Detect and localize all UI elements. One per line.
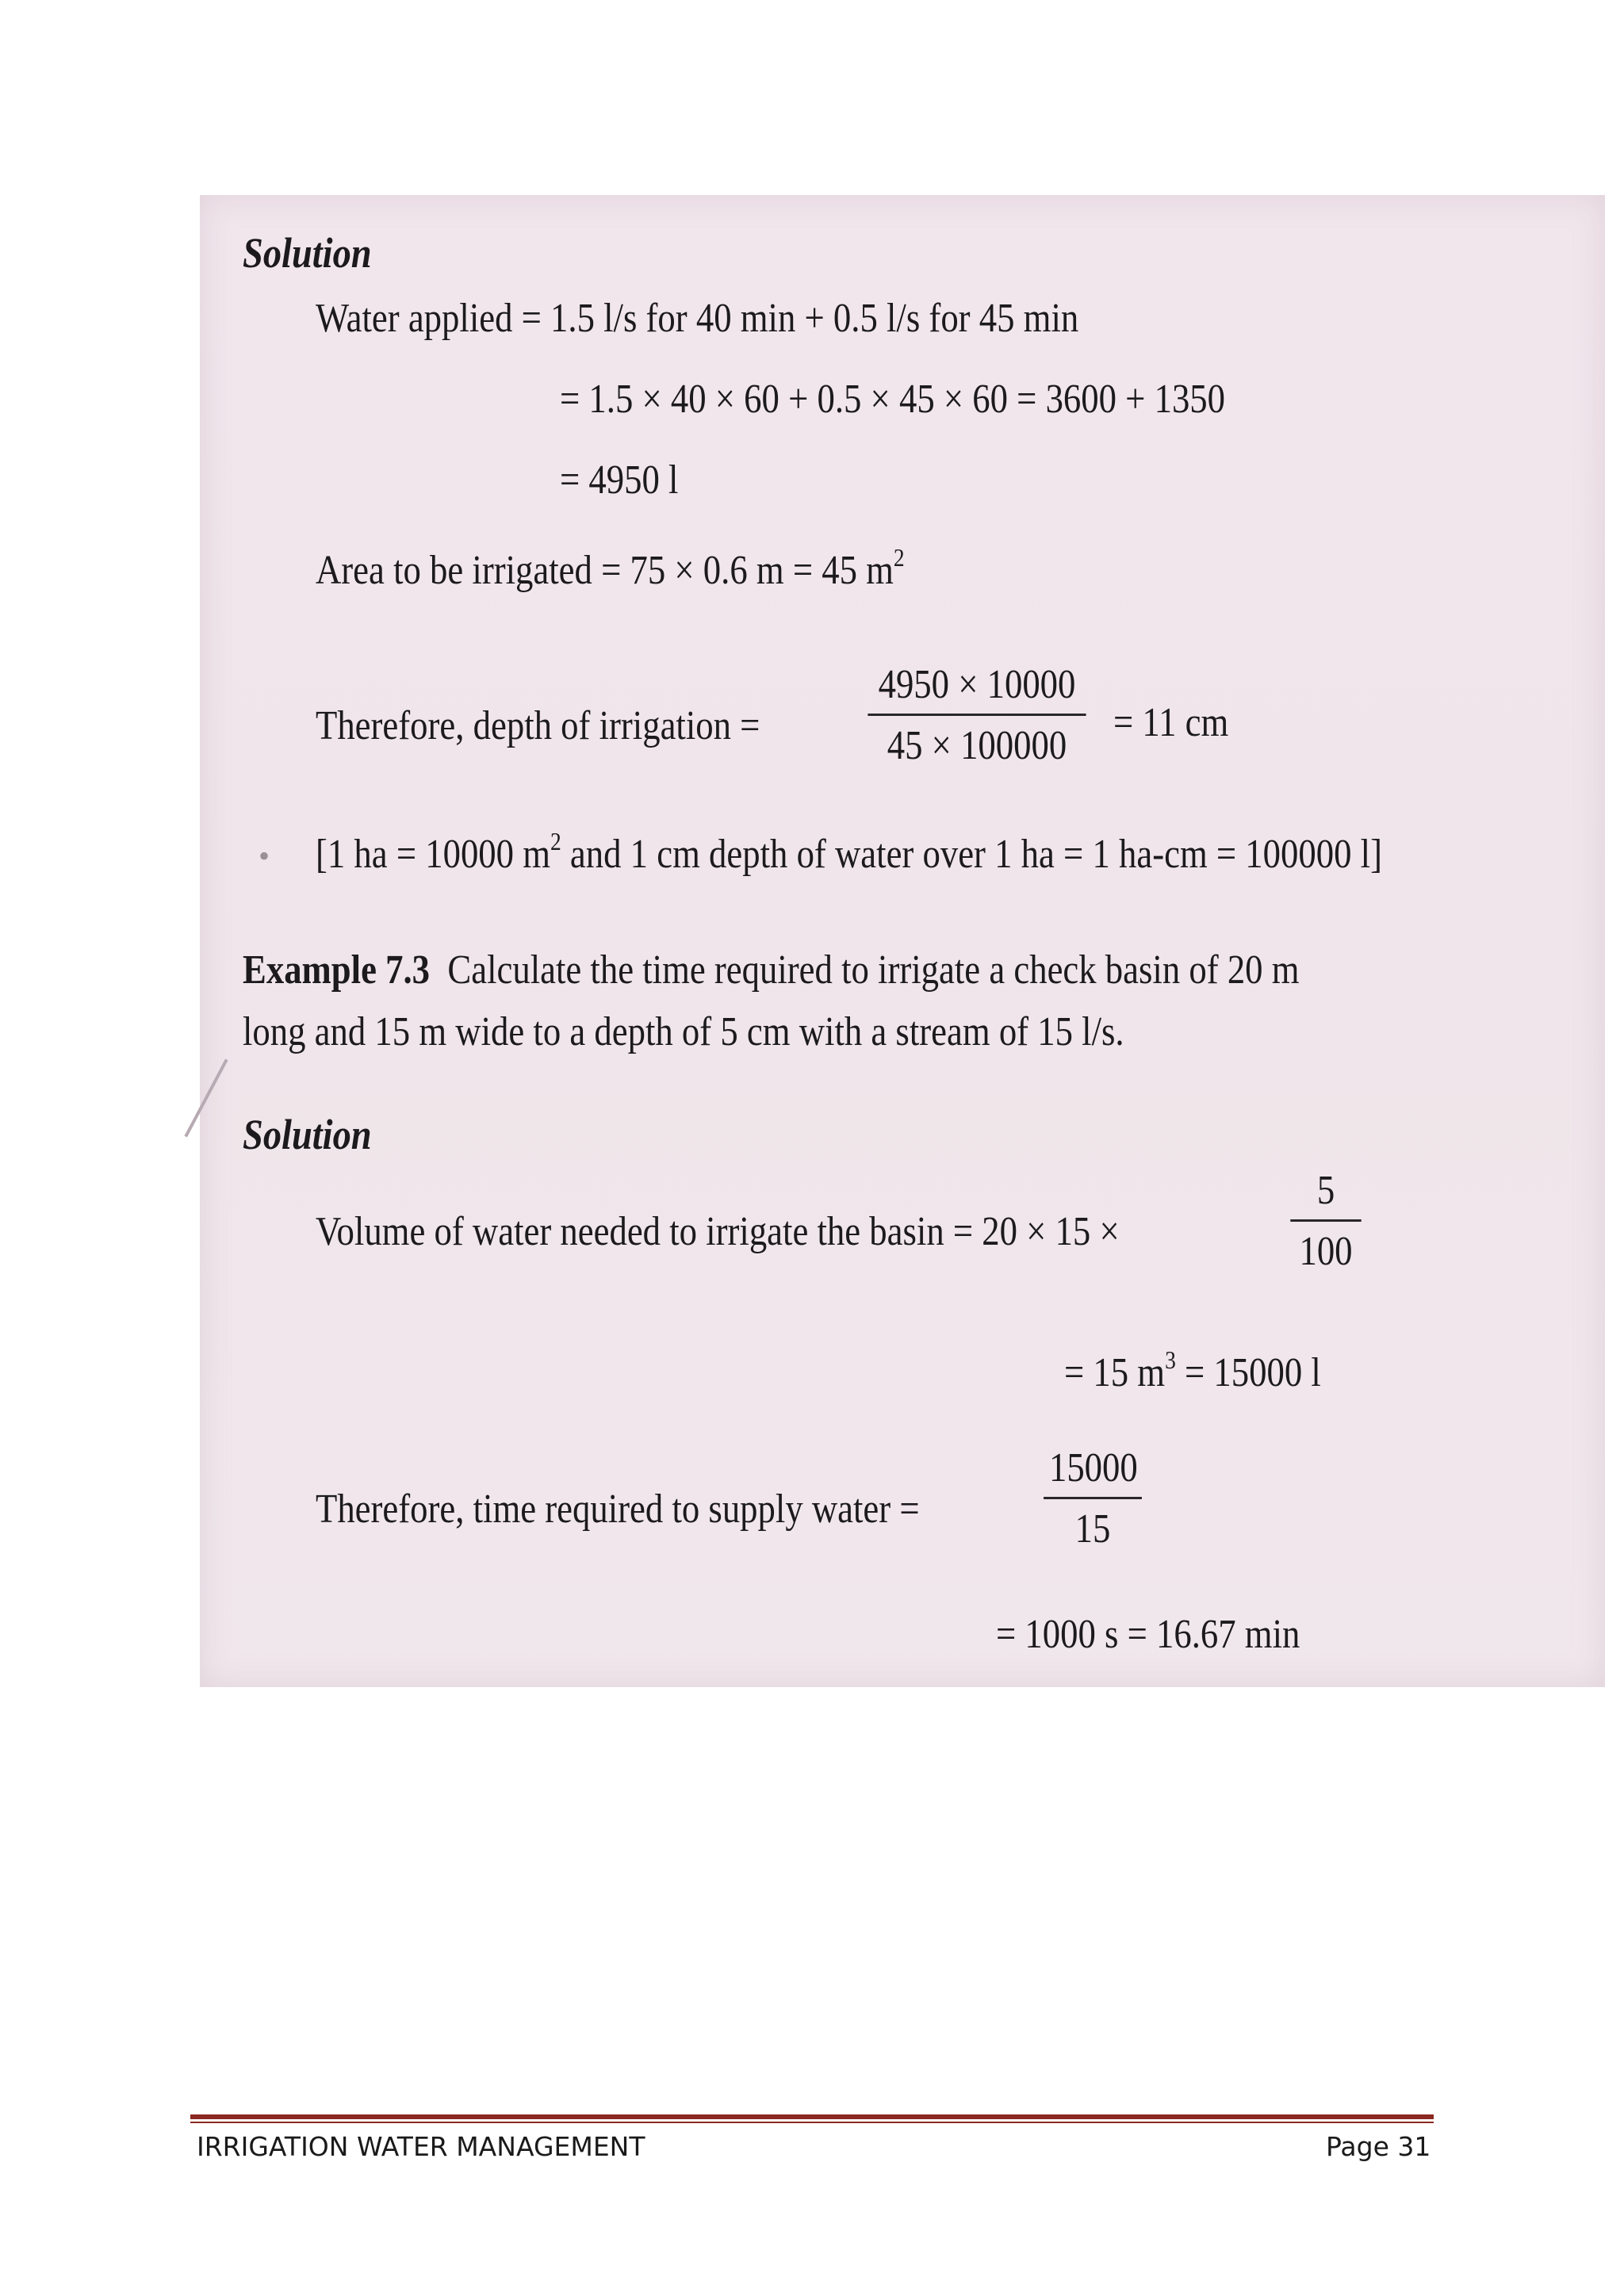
volume-result: = 15 $m^3 = 15000$ l	[1064, 1345, 1321, 1395]
example-line-1: Example 7.3 Calculate the time required to irrigate a check basin of 20 m	[243, 947, 1300, 993]
fraction-bar	[1044, 1497, 1142, 1499]
depth-label: Therefore, depth of irrigation =	[316, 703, 760, 748]
depth-numerator: 4950 × 10000	[878, 662, 1076, 707]
page-number: Page 31	[1326, 2131, 1431, 2162]
footer-rule	[190, 2114, 1434, 2119]
volume-fraction	[1290, 1170, 1361, 1272]
area-line: Area to be irrigated = 75 × 0.6 m = 45 $m^2$	[316, 543, 905, 593]
footer-title: IRRIGATION WATER MANAGEMENT	[197, 2131, 645, 2162]
depth-result: = 11 cm	[1113, 700, 1229, 745]
volume-numerator: 5	[1316, 1168, 1335, 1213]
water-applied-calc: = 1.5 × 40 × 60 + 0.5 × 45 × 60 = 3600 + 1350	[560, 377, 1226, 422]
solution-heading-1: Solution	[243, 229, 372, 277]
time-result: = 1000 s = 16.67 min	[996, 1612, 1300, 1657]
stray-mark: •	[259, 838, 270, 874]
volume-label: Volume of water needed to irrigate the basin = 20 × 15 ×	[316, 1209, 1120, 1254]
time-numerator: 15000	[1048, 1445, 1138, 1490]
depth-denominator: 45 × 100000	[887, 723, 1067, 768]
unit-note: [1 ha = 10000 $m^2$ and 1 cm depth of water over 1 ha = 1 ha-cm = 100000 l]	[316, 827, 1382, 877]
volume-denominator: 100	[1299, 1229, 1353, 1274]
depth-fraction	[868, 664, 1086, 767]
water-applied-line: Water applied = 1.5 l/s for 40 min + 0.5 l/s for 45 min	[316, 296, 1079, 341]
example-line-2: long and 15 m wide to a depth of 5 cm with a stream of 15 l/s.	[243, 1009, 1124, 1054]
fraction-bar	[1290, 1219, 1361, 1222]
footer-rule-thin	[190, 2122, 1434, 2123]
water-applied-total: = 4950 l	[560, 457, 679, 503]
fraction-bar	[868, 714, 1086, 716]
time-label: Therefore, time required to supply water =	[316, 1487, 920, 1532]
example-label: Example 7.3	[243, 947, 431, 993]
time-fraction	[1044, 1445, 1142, 1552]
solution-heading-2: Solution	[243, 1111, 372, 1158]
time-denominator: 15	[1074, 1506, 1111, 1552]
